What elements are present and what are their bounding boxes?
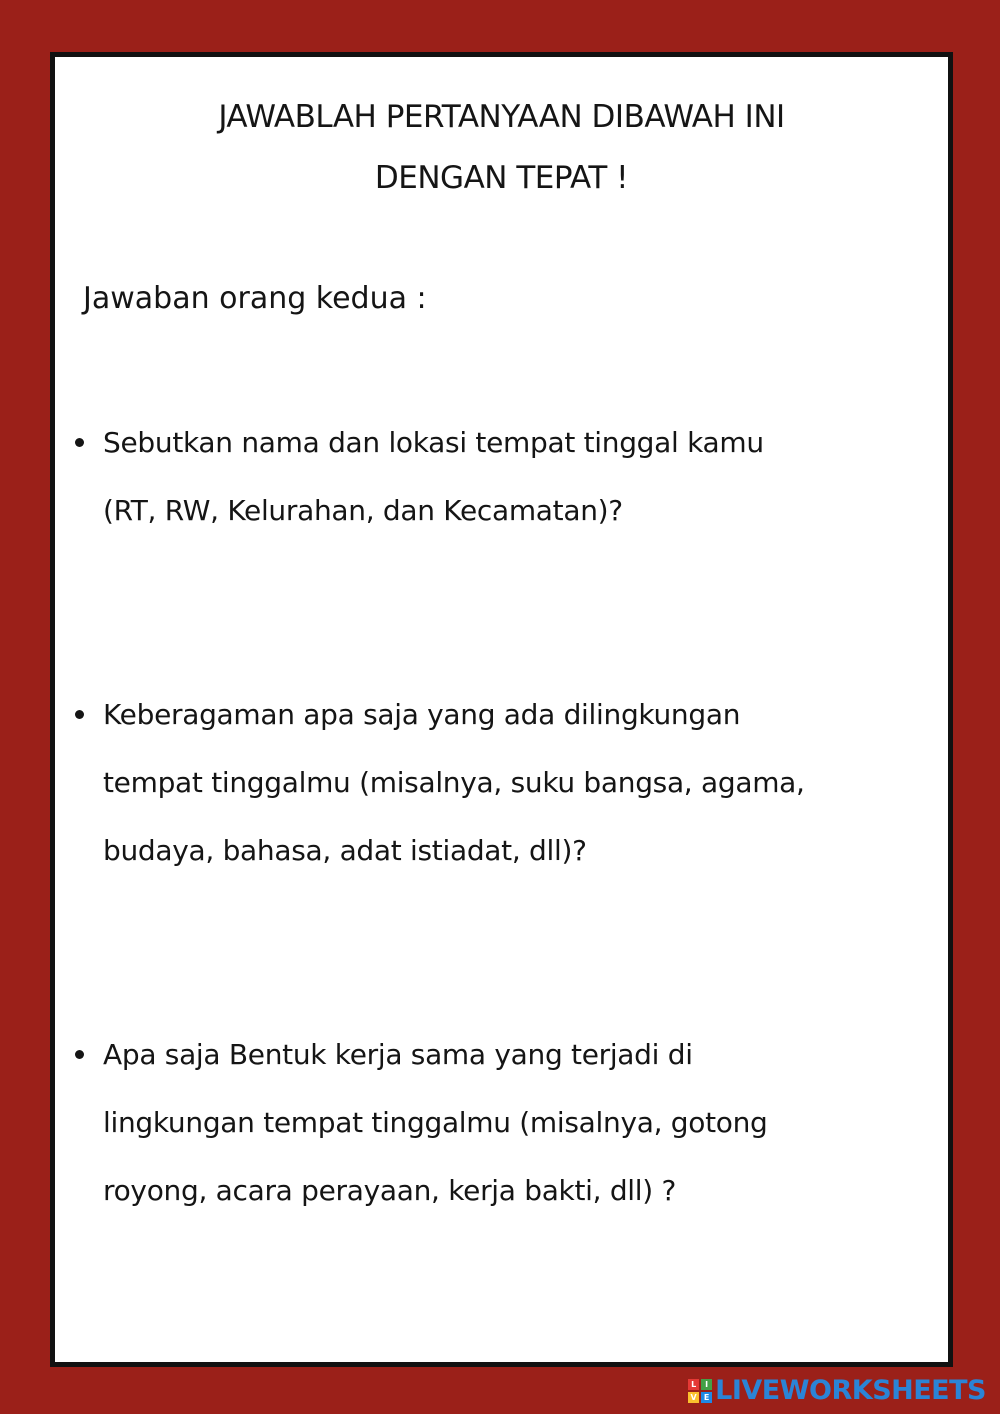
logo-letter-i: I [701, 1379, 712, 1390]
liveworksheets-logo-icon [688, 1379, 712, 1403]
answer-subheading: Jawaban orang kedua : [83, 281, 427, 316]
question-2-line-1: Keberagaman apa saja yang ada dilingkungan [103, 698, 741, 731]
worksheet-page [50, 52, 953, 1367]
question-3-line-3: royong, acara perayaan, kerja bakti, dll) ? [103, 1174, 677, 1207]
title-line-2: DENGAN TEPAT ! [374, 160, 629, 196]
title-line-1: JAWABLAH PERTANYAAN DIBAWAH INI [218, 99, 785, 135]
question-3-line-1: Apa saja Bentuk kerja sama yang terjadi di [103, 1038, 693, 1071]
question-item-2 [103, 681, 953, 885]
logo-letter-e: E [701, 1392, 712, 1403]
question-3-line-2: lingkungan tempat tinggalmu (misalnya, gotong [103, 1106, 768, 1139]
watermark-text: LIVEWORKSHEETS [715, 1375, 986, 1406]
bullet-icon [75, 1050, 84, 1059]
question-2-line-3: budaya, bahasa, adat istiadat, dll)? [103, 834, 587, 867]
question-1-line-1: Sebutkan nama dan lokasi tempat tinggal kamu [103, 426, 764, 459]
question-2-line-2: tempat tinggalmu (misalnya, suku bangsa, agama, [103, 766, 805, 799]
logo-letter-v: V [688, 1392, 699, 1403]
bullet-icon [75, 438, 84, 447]
page-title [55, 87, 948, 209]
question-item-1 [103, 409, 953, 545]
liveworksheets-watermark[interactable] [688, 1375, 986, 1406]
logo-letter-l: L [688, 1379, 699, 1390]
question-1-line-2: (RT, RW, Kelurahan, dan Kecamatan)? [103, 494, 623, 527]
question-item-3 [103, 1021, 953, 1225]
bullet-icon [75, 710, 84, 719]
